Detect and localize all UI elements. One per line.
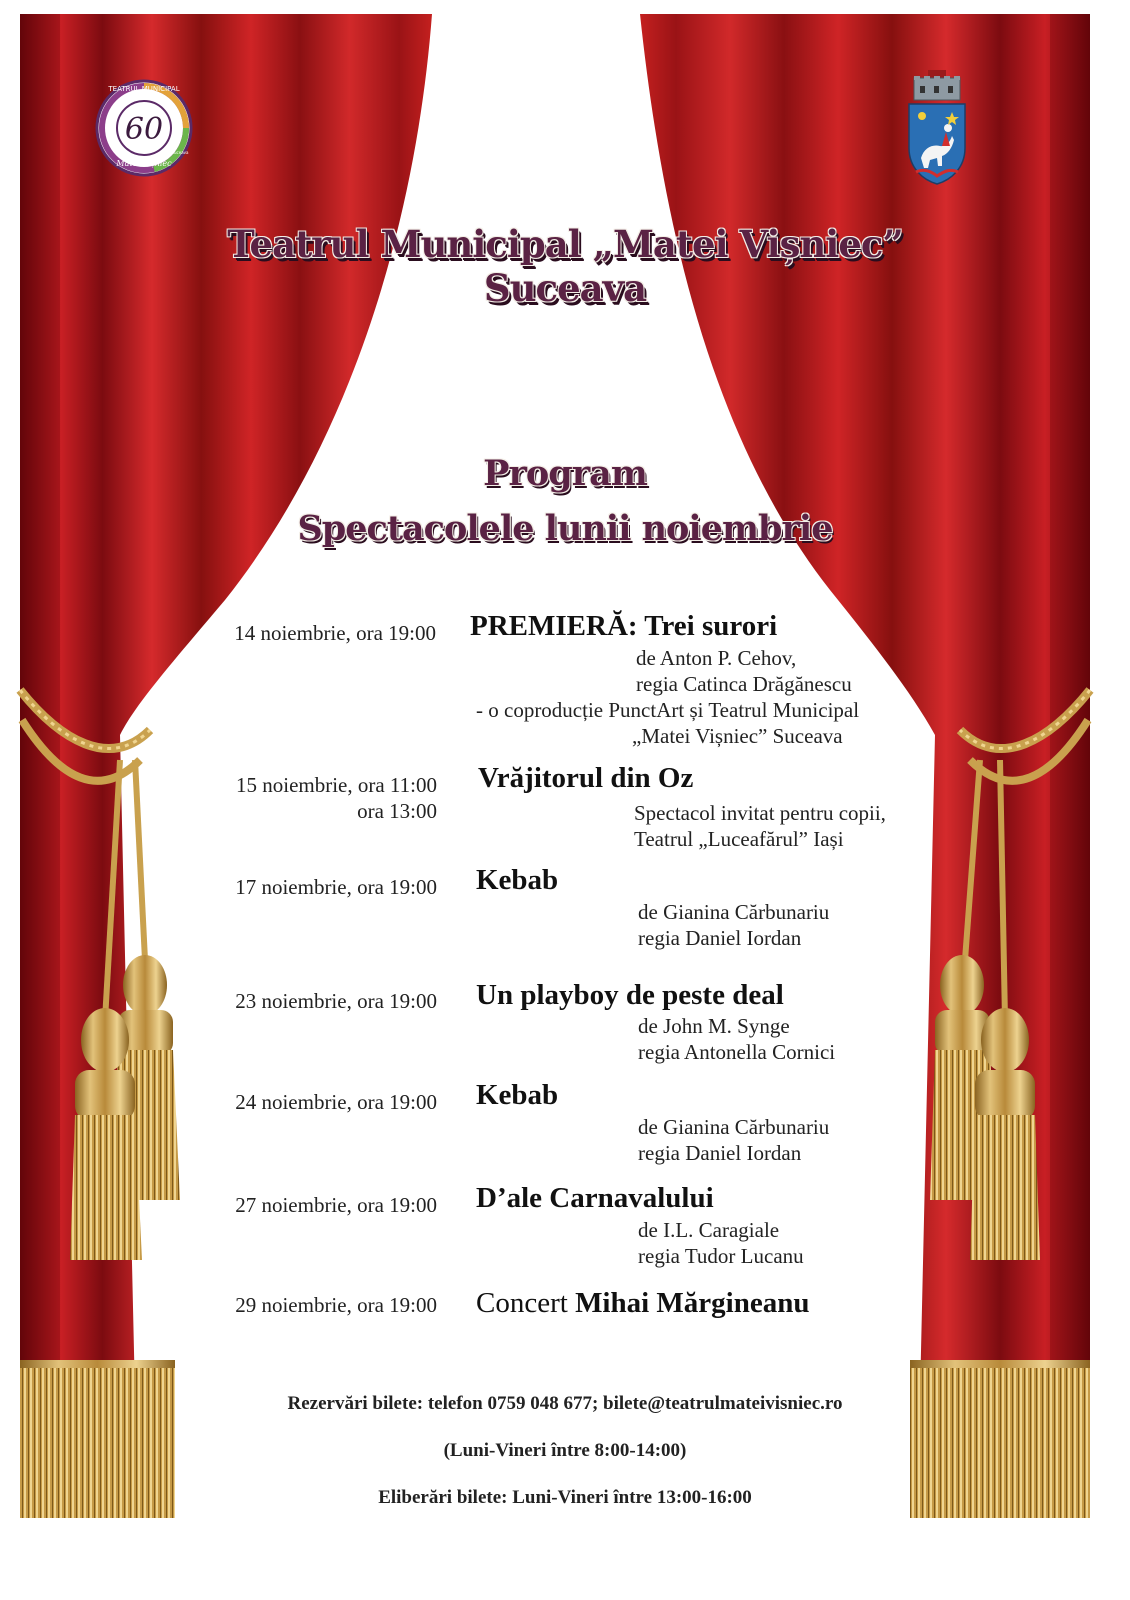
event-date: 24 noiembrie, ora 19:00 <box>235 1090 437 1114</box>
logo-number: 60 <box>124 112 164 147</box>
event-title: PREMIERĂ: Trei surori <box>470 610 778 642</box>
event-director: regia Antonella Cornici <box>638 1040 836 1064</box>
theatre-anniversary-logo <box>94 78 194 178</box>
event-coproduction: - o coproducție PunctArt și Teatrul Municipal <box>476 698 860 722</box>
reservations-info: Rezervări bilete: telefon 0759 048 677; bilete@teatrulmateivisniec.ro <box>287 1393 843 1414</box>
event-title: Un playboy de peste deal <box>476 979 784 1011</box>
logo-side-text: Suceava <box>171 150 189 155</box>
event-date: 29 noiembrie, ora 19:00 <box>235 1293 437 1317</box>
event-date: 15 noiembrie, ora 11:00 <box>235 773 437 797</box>
event-detail-company: Teatrul „Luceafărul” Iași <box>634 827 844 851</box>
event-date: 17 noiembrie, ora 19:00 <box>235 875 437 899</box>
event-author: de I.L. Caragiale <box>638 1218 780 1242</box>
logo-script-text: Matei Vișniec <box>116 159 172 168</box>
event-author: de John M. Synge <box>638 1014 790 1038</box>
logo-arc-text: TEATRUL MUNICIPAL <box>108 85 180 93</box>
event-director: regia Tudor Lucanu <box>638 1244 804 1268</box>
suceava-coat-of-arms-icon <box>906 68 968 186</box>
program-subheading: Spectacolele lunii noiembrie <box>297 508 833 549</box>
event-author: de Gianina Cărbunariu <box>638 900 830 924</box>
event-author: de Anton P. Cehov, <box>636 646 797 670</box>
event-author: de Gianina Cărbunariu <box>638 1115 830 1139</box>
theatre-title: Teatrul Municipal „Matei Vișniec” Suceava <box>227 222 903 310</box>
event-title-prefix: Concert <box>476 1287 576 1319</box>
event-date: 27 noiembrie, ora 19:00 <box>235 1193 437 1217</box>
event-title-line <box>476 1287 809 1320</box>
event-coproduction-venue: „Matei Vișniec” Suceava <box>632 724 843 748</box>
event-director: regia Catinca Drăgănescu <box>636 672 852 696</box>
event-detail: Spectacol invitat pentru copii, <box>634 801 886 825</box>
event-date: 14 noiembrie, ora 19:00 <box>234 621 436 645</box>
reservation-hours: (Luni-Vineri între 8:00-14:00) <box>443 1440 687 1461</box>
event-date-second: ora 13:00 <box>357 799 437 823</box>
event-title: Kebab <box>476 864 559 896</box>
event-date: 23 noiembrie, ora 19:00 <box>235 989 437 1013</box>
program-heading: Program <box>483 453 647 494</box>
event-director: regia Daniel Iordan <box>638 926 802 950</box>
ticket-release-info: Eliberări bilete: Luni-Vineri între 13:00-16:00 <box>378 1487 752 1508</box>
event-title: Mihai Mărgineanu <box>575 1287 810 1319</box>
event-director: regia Daniel Iordan <box>638 1141 802 1165</box>
event-title: Vrăjitorul din Oz <box>478 762 694 794</box>
event-title: Kebab <box>476 1079 559 1111</box>
event-title: D’ale Carnavalului <box>476 1182 714 1214</box>
